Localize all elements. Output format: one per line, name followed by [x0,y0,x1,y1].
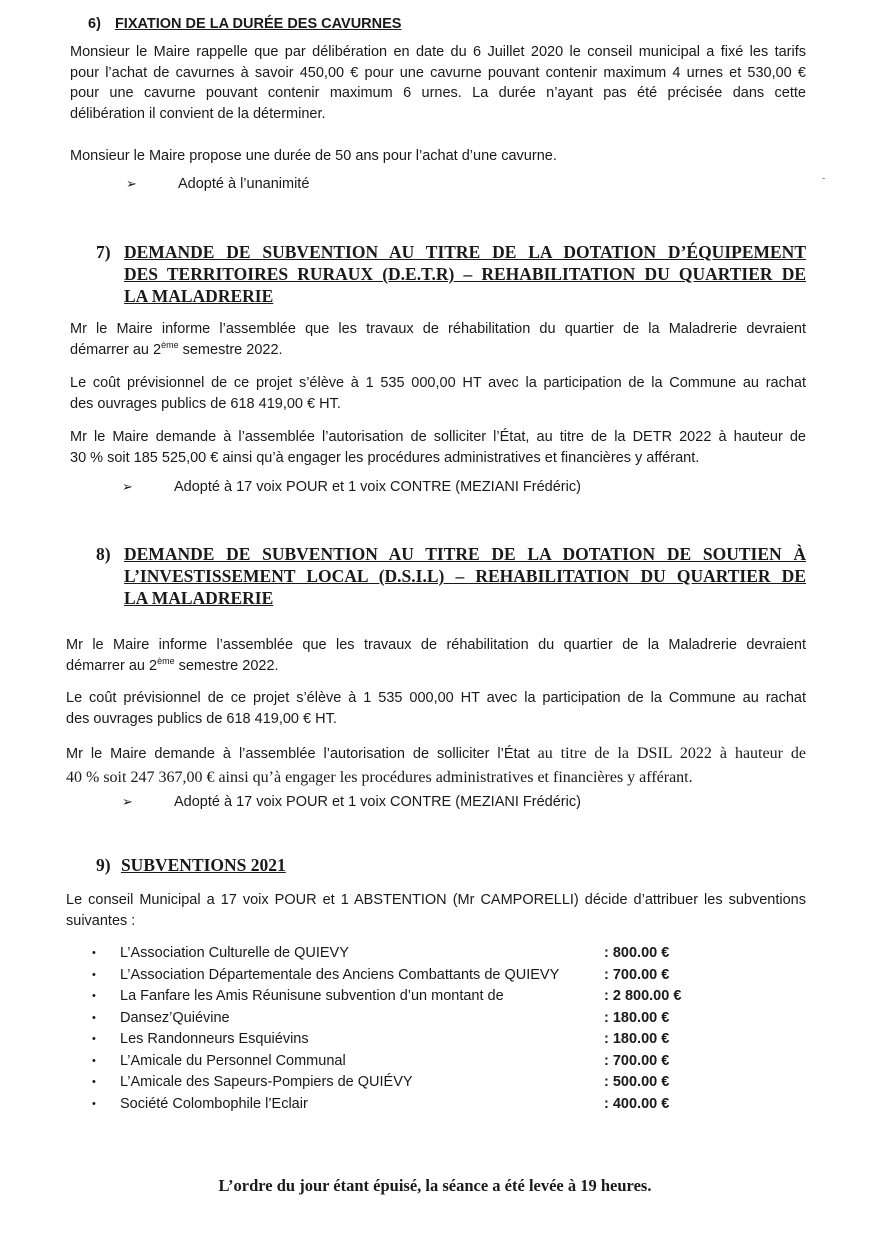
list-item [92,1094,712,1116]
bullet-icon: • [92,1054,96,1067]
arrow-bullet-icon: ➢ [122,794,133,809]
section-9-heading [96,855,286,876]
subvention-amount: : 180.00 € [604,1031,670,1047]
section-6-number: 6) [88,16,101,32]
recipient-name: L’Amicale du Personnel Communal [120,1052,346,1069]
text-line: Mr le Maire informe l’assemblée que les travaux de réhabilitation du quartier de la Maladrerie devraient [70,321,806,337]
text-line: pour l’achat de cavurnes à savoir 450,00 € pour une cavurne pouvant contenir maximum 4 urnes et 530,00 € [70,64,806,81]
section-7-result [122,479,581,495]
section-8-number: 8) [96,544,111,564]
section-9-intro [66,890,806,931]
list-item [92,965,712,987]
arrow-bullet-icon: ➢ [126,176,137,191]
subventions-list [92,943,712,1115]
subvention-amount: : 700.00 € [604,1052,670,1069]
list-item [92,986,712,1008]
bullet-icon: • [92,1011,96,1024]
recipient-name: Les Randonneurs Esquiévins [120,1031,309,1047]
text-line [70,340,806,361]
title-line: L’INVESTISSEMENT LOCAL (D.S.I.L) – REHABILITATION DU QUARTIER DE [124,566,806,586]
text-line: des ouvrages publics de 618 419,00 € HT. [70,395,341,412]
text-line: des ouvrages publics de 618 419,00 € HT. [66,710,337,727]
result-text: Adopté à 17 voix POUR et 1 voix CONTRE (MEZIANI Frédéric) [174,794,581,810]
subvention-amount: : 180.00 € [604,1009,670,1026]
subvention-amount: : 700.00 € [604,966,670,983]
list-item [92,1072,712,1094]
list-item [92,1029,712,1051]
text-line: pour une cavurne pouvant contenir maximum 6 urnes. La durée n’ayant pas été précisée dans cette [70,85,806,101]
title-line: DEMANDE DE SUBVENTION AU TITRE DE LA DOTATION DE SOUTIEN À [124,544,806,564]
section-7-paragraph-2 [70,373,806,414]
subvention-amount: : 500.00 € [604,1074,670,1090]
arrow-bullet-icon: ➢ [122,479,133,494]
section-8-heading [96,543,808,609]
text-fragment: démarrer au 2 [66,657,158,674]
section-9-number: 9) [96,855,111,875]
text-line: Le coût prévisionnel de ce projet s’élève à 1 535 000,00 HT avec la participation de la Commune au rachat [66,690,806,706]
section-8-title [124,543,806,609]
bullet-icon: • [92,1097,96,1110]
recipient-name: L’Association Culturelle de QUIEVY [120,945,349,961]
title-line: DES TERRITOIRES RURAUX (D.E.T.R) – REHABILITATION DU QUARTIER DE [124,264,806,284]
scan-speck [822,178,825,179]
bullet-icon: • [92,1033,96,1045]
text-fragment: au titre de la DSIL 2022 à hauteur de [529,745,806,762]
section-8-paragraph-3 [66,742,806,789]
section-7-heading [96,241,808,307]
section-6-result [126,176,309,192]
section-8-result [122,794,581,810]
result-text: Adopté à l’unanimité [178,176,310,192]
bullet-icon: • [92,968,96,981]
text-line: 40 % soit 247 367,00 € ainsi qu’à engager les procédures administratives et financières y afférant. [66,769,693,786]
text-line: suivantes : [66,912,136,929]
list-item [92,943,712,965]
closing-statement: L’ordre du jour étant épuisé, la séance a été levée à 19 heures. [218,1176,652,1195]
bullet-icon: • [92,1076,96,1088]
text-line [66,656,806,677]
text-line: Mr le Maire informe l’assemblée que les travaux de réhabilitation du quartier de la Maladrerie devraient [66,637,806,653]
text-line: Mr le Maire demande à l’assemblée l’autorisation de solliciter l’État, au titre de la DETR 2022 à hauteur de [70,429,806,445]
section-7-paragraph-1 [70,319,806,360]
title-line: DEMANDE DE SUBVENTION AU TITRE DE LA DOTATION D’ÉQUIPEMENT [124,242,806,262]
text-line [66,742,806,766]
section-6-heading [88,16,401,32]
text-line: 30 % soit 185 525,00 € ainsi qu’à engager les procédures administratives et financières y afférant. [70,449,700,466]
text-line: délibération il convient de la déterminer. [70,105,326,122]
section-7-paragraph-3 [70,427,806,468]
text-fragment: semestre 2022. [174,657,279,674]
title-line: LA MALADRERIE [124,588,274,608]
superscript: ème [157,655,175,666]
section-6-paragraph-2 [70,146,806,167]
section-6-title: FIXATION DE LA DURÉE DES CAVURNES [114,16,402,32]
subvention-amount: : 400.00 € [604,1095,670,1112]
section-6-paragraph-1 [70,42,806,124]
recipient-name: L’Amicale des Sapeurs-Pompiers de QUIÉVY [120,1074,413,1090]
text-line: Monsieur le Maire propose une durée de 50 ans pour l’achat d’une cavurne. [70,148,557,164]
section-8-paragraph-1 [66,635,806,676]
text-line: Le coût prévisionnel de ce projet s’élève à 1 535 000,00 HT avec la participation de la Commune au rachat [70,375,806,391]
text-line: Monsieur le Maire rappelle que par délibération en date du 6 Juillet 2020 le conseil municipal a fixé les tarifs [70,44,806,60]
subvention-amount: : 800.00 € [604,945,670,961]
bullet-icon: • [92,990,96,1002]
recipient-name: Société Colombophile l’Eclair [120,1095,308,1112]
section-9-title: SUBVENTIONS 2021 [120,855,286,875]
recipient-name: Dansez’Quiévine [120,1009,230,1026]
result-text: Adopté à 17 voix POUR et 1 voix CONTRE (MEZIANI Frédéric) [174,479,581,495]
recipient-name: La Fanfare les Amis Réunisune subvention d’un montant de [120,988,504,1004]
title-line: LA MALADRERIE [124,286,274,306]
text-fragment: Mr le Maire demande à l’assemblée l’autorisation de solliciter l’État [66,746,530,762]
bullet-icon: • [92,947,96,959]
text-line: Le conseil Municipal a 17 voix POUR et 1 ABSTENTION (Mr CAMPORELLI) décide d’attribuer les subventions [66,892,806,908]
recipient-name: L’Association Départementale des Anciens Combattants de QUIEVY [120,966,560,983]
subvention-amount: : 2 800.00 € [604,988,682,1004]
section-7-title [124,241,806,307]
section-7-number: 7) [96,242,111,262]
list-item [92,1008,712,1030]
superscript: ème [161,339,179,350]
section-8-paragraph-2 [66,688,806,729]
list-item [92,1051,712,1073]
text-fragment: semestre 2022. [178,341,283,358]
text-fragment: démarrer au 2 [70,341,162,358]
